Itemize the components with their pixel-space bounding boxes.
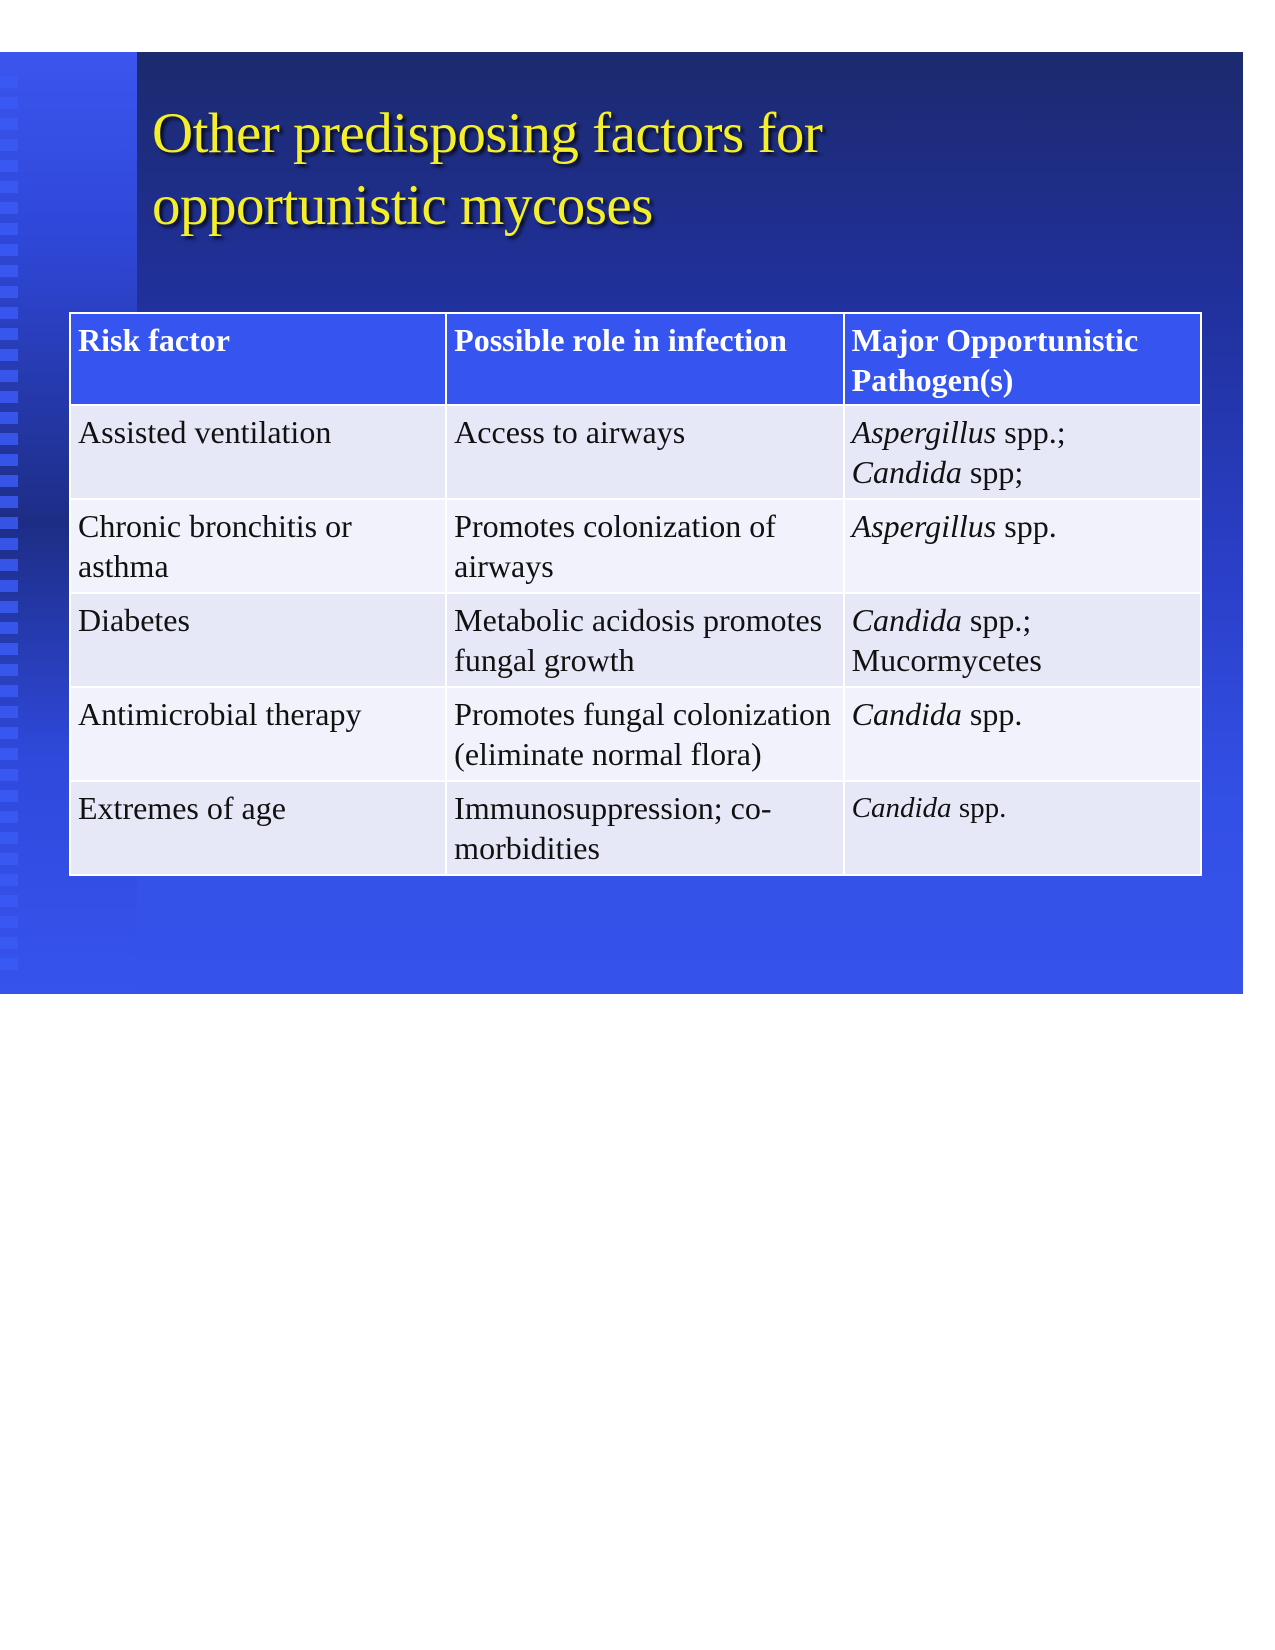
pathogen-suffix: spp;: [961, 454, 1024, 490]
cell-role: Promotes fungal colonization (eliminate normal flora): [446, 687, 843, 781]
cell-pathogens: [844, 593, 1201, 687]
cell-pathogens: [844, 499, 1201, 593]
table-row: [70, 781, 1201, 875]
title-line-2: opportunistic mycoses: [152, 174, 653, 237]
header-pathogens: Major Opportunistic Pathogen(s): [844, 313, 1201, 405]
slide: [0, 52, 1243, 994]
table-header-row: [70, 313, 1201, 405]
pathogen-suffix: spp.: [951, 792, 1007, 824]
title-line-1: Other predisposing factors for: [152, 102, 823, 165]
cell-role: Immunosuppression; co-morbidities: [446, 781, 843, 875]
strip-tick-marks: [0, 76, 18, 976]
pathogen-genus: Aspergillus: [851, 414, 997, 450]
pathogen-genus: Candida: [851, 696, 962, 732]
cell-risk-factor: Chronic bronchitis or asthma: [70, 499, 446, 593]
cell-role: Metabolic acidosis promotes fungal growth: [446, 593, 843, 687]
pathogen-genus: Candida: [851, 454, 962, 490]
header-risk-factor: Risk factor: [70, 313, 446, 405]
pathogen-suffix: spp.;: [996, 414, 1066, 450]
table-row: [70, 405, 1201, 499]
header-possible-role: Possible role in infection: [446, 313, 843, 405]
cell-pathogens: [844, 687, 1201, 781]
cell-risk-factor: Antimicrobial therapy: [70, 687, 446, 781]
pathogen-suffix: spp.;: [961, 602, 1032, 638]
cell-pathogens: [844, 405, 1201, 499]
table-row: [70, 593, 1201, 687]
cell-risk-factor: Extremes of age: [70, 781, 446, 875]
pathogen-suffix: spp.: [961, 696, 1023, 732]
pathogen-genus: Aspergillus: [851, 508, 997, 544]
table-row: [70, 687, 1201, 781]
slide-title: [152, 98, 1152, 242]
pathogen-genus: Candida: [851, 602, 962, 638]
risk-factor-table: [69, 312, 1202, 876]
cell-pathogens: [844, 781, 1201, 875]
pathogen-genus: Candida: [851, 792, 952, 824]
cell-role: Access to airways: [446, 405, 843, 499]
cell-risk-factor: Assisted ventilation: [70, 405, 446, 499]
cell-risk-factor: Diabetes: [70, 593, 446, 687]
table-row: [70, 499, 1201, 593]
cell-role: Promotes colonization of airways: [446, 499, 843, 593]
pathogen-name: Mucormycetes: [851, 642, 1042, 678]
pathogen-suffix: spp.: [996, 508, 1057, 544]
